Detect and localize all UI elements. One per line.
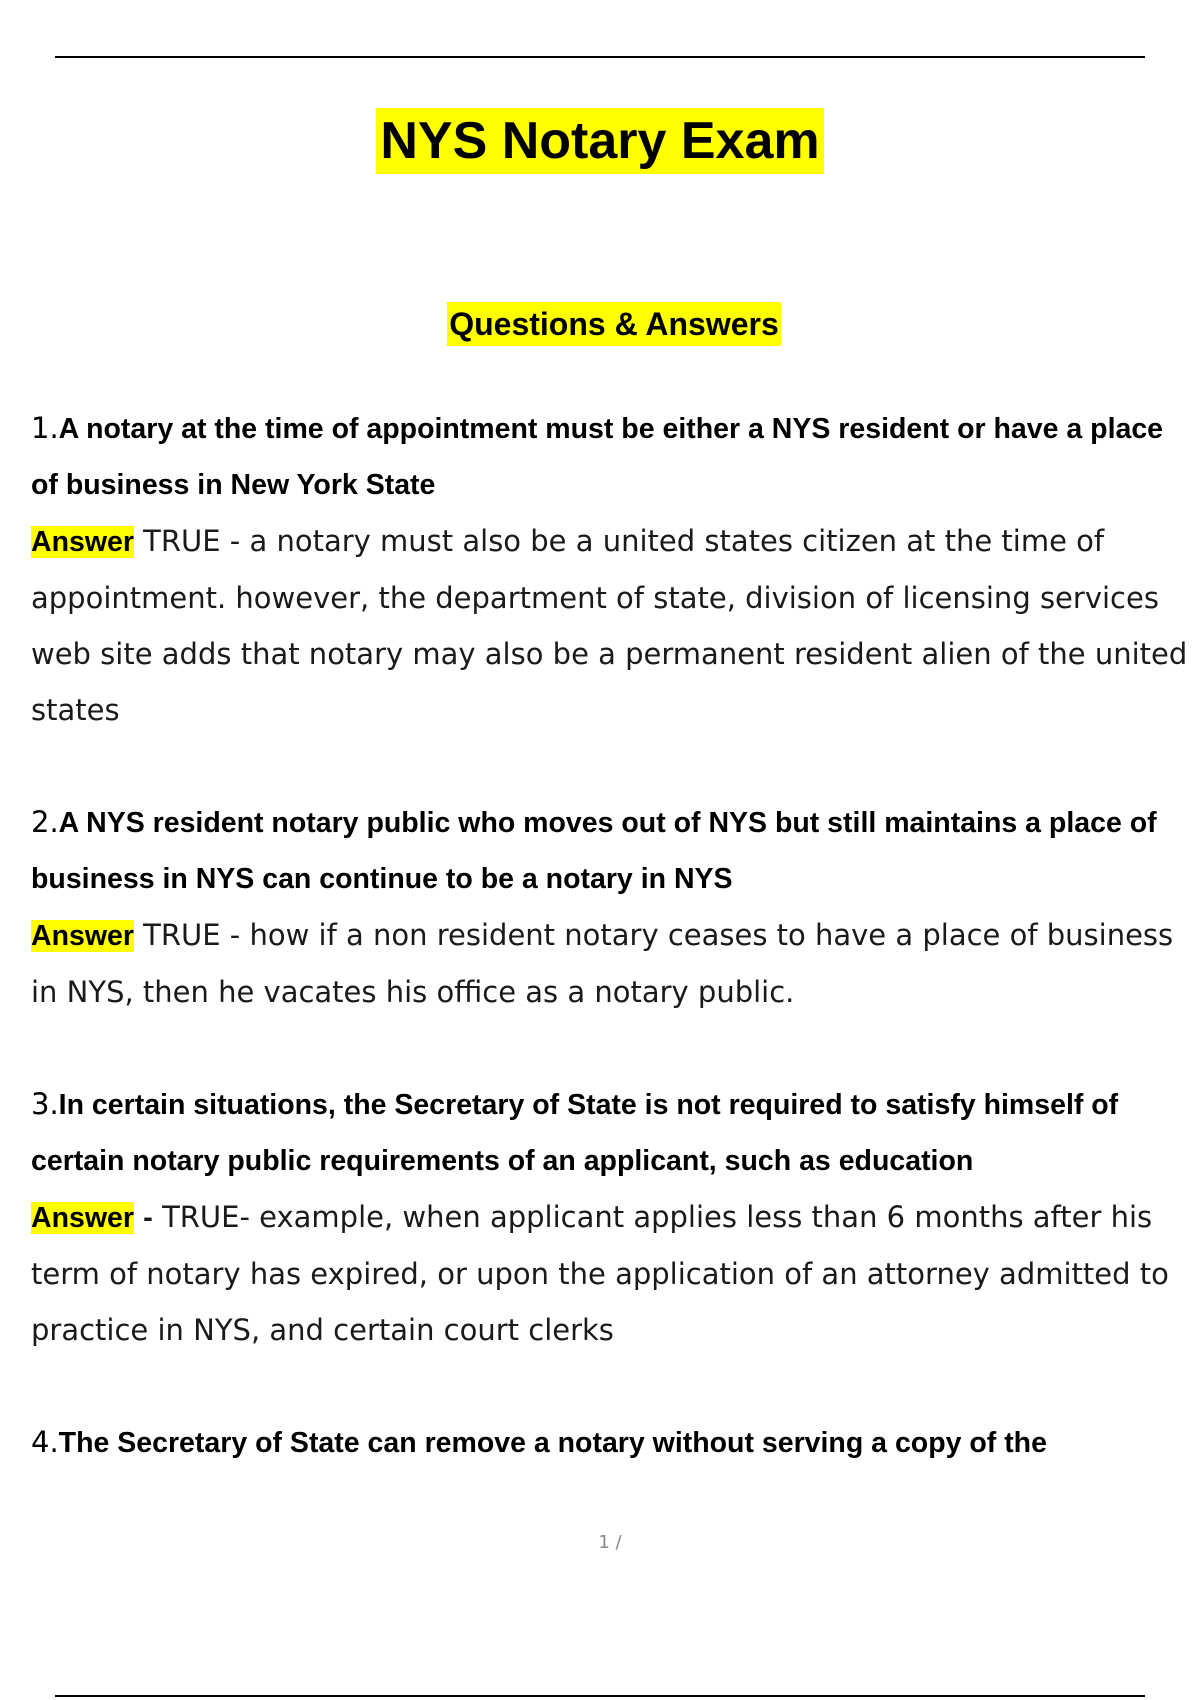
answer (31, 1189, 1191, 1358)
answer-label: Answer (31, 1202, 134, 1234)
title-container (0, 108, 1200, 174)
qa-item-2 (31, 794, 1191, 1020)
top-rule (55, 56, 1145, 58)
question-text: In certain situations, the Secretary of State is not required to satisfy himself of certain notary public requirements of an applicant, such as education (31, 1089, 1119, 1177)
question-number: 3. (31, 1087, 59, 1121)
document-title: NYS Notary Exam (376, 108, 823, 174)
qa-item-3 (31, 1076, 1191, 1358)
question (31, 1414, 1191, 1471)
answer-label: Answer (31, 526, 134, 558)
page-number: 1 / (598, 1532, 622, 1553)
answer (31, 513, 1191, 738)
qa-list (31, 400, 1191, 1527)
answer-dash: - (143, 1202, 153, 1234)
question-number: 1. (31, 411, 59, 445)
question-text: A notary at the time of appointment must be either a NYS resident or have a place of business in New York State (31, 413, 1164, 501)
answer-label: Answer (31, 920, 134, 952)
question-text: The Secretary of State can remove a notary without serving a copy of the (58, 1427, 1047, 1459)
question (31, 400, 1191, 513)
qa-item-4 (31, 1414, 1191, 1471)
answer-text: TRUE- example, when applicant applies less than 6 months after his term of notary has expired, or upon the application of an attorney admitted to practice in NYS, and certain court clerks (31, 1200, 1169, 1347)
question-number: 4. (31, 1425, 59, 1459)
question (31, 794, 1191, 907)
question-number: 2. (31, 805, 59, 839)
question-text: A NYS resident notary public who moves out of NYS but still maintains a place of business in NYS can continue to be a notary in NYS (31, 807, 1157, 895)
qa-item-1 (31, 400, 1191, 738)
question (31, 1076, 1191, 1189)
document-subtitle: Questions & Answers (447, 302, 781, 346)
answer (31, 907, 1191, 1020)
subtitle-container (0, 302, 1200, 346)
bottom-rule (55, 1695, 1145, 1697)
answer-text: TRUE - a notary must also be a united states citizen at the time of appointment. however, the department of state, division of licensing services web site adds that notary may also be a permanent resident alien of the united states (31, 524, 1188, 727)
answer-text: TRUE - how if a non resident notary ceases to have a place of business in NYS, then he vacates his office as a notary public. (31, 918, 1174, 1009)
